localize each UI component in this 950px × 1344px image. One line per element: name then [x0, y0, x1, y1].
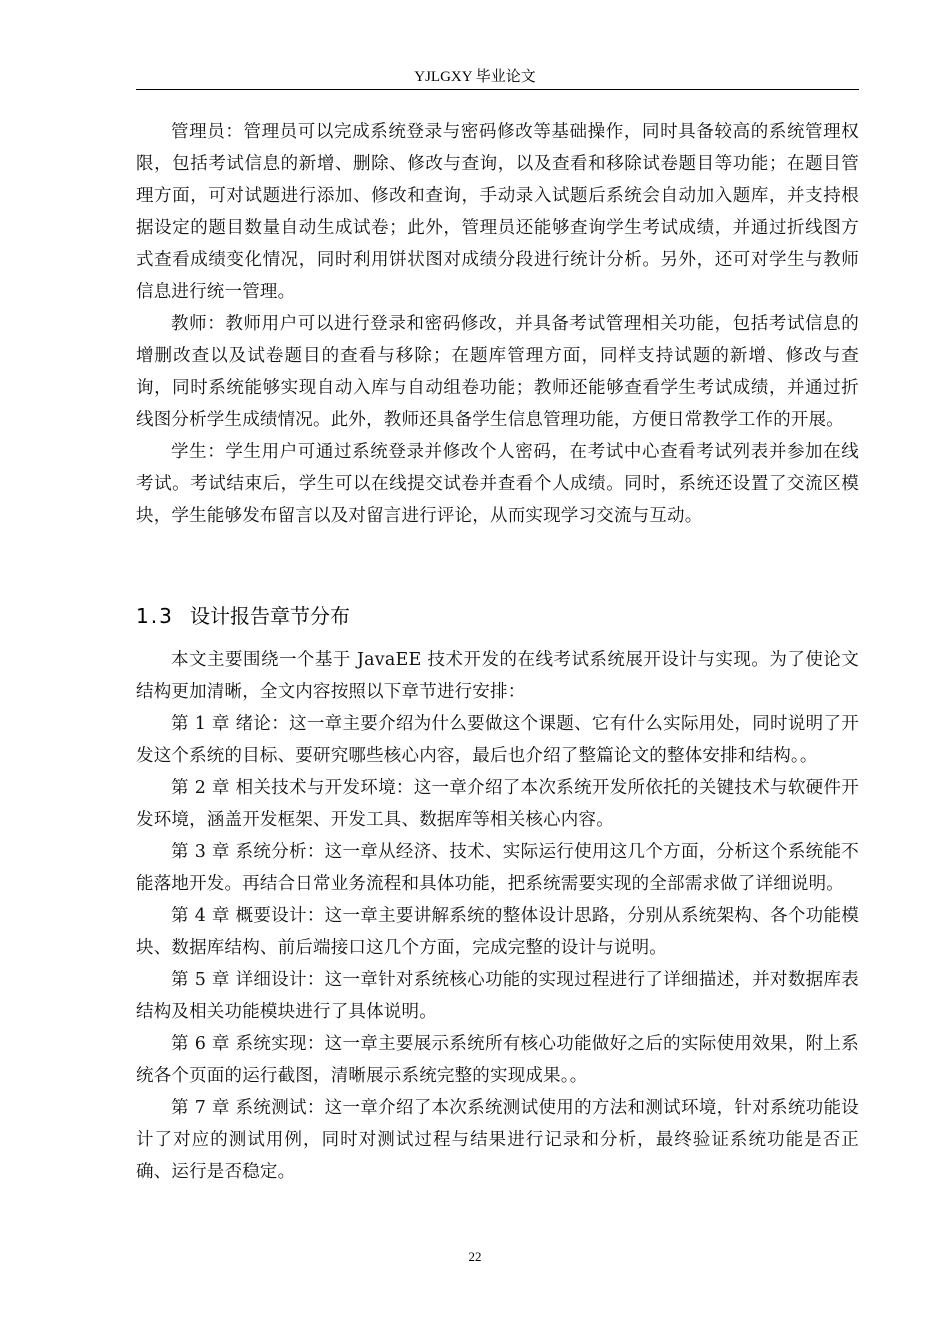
header-rule: [136, 89, 859, 90]
section-roles-body: [136, 116, 859, 532]
chapter-7-paragraph: 第 7 章 系统测试：这一章介绍了本次系统测试使用的方法和测试环境，针对系统功能设计了对应的测试用例，同时对测试过程与结果进行记录和分析，最终验证系统功能是否正确、运行是否稳定。: [136, 1098, 859, 1182]
admin-paragraph: 管理员：管理员可以完成系统登录与密码修改等基础操作，同时具备较高的系统管理权限，包括考试信息的新增、删除、修改与查询，以及查看和移除试卷题目等功能；在题目管理方面，可对试题进行添加、修改和查询，手动录入试题后系统会自动加入题库，并支持根据设定的题目数量自动生成试卷；此外，管理员还能够查询学生考试成绩，并通过折线图方式查看成绩变化情况，同时利用饼状图对成绩分段进行统计分析。另外，还可对学生与教师信息进行统一管理。: [136, 122, 859, 302]
chapter-3-paragraph: 第 3 章 系统分析：这一章从经济、技术、实际运行使用这几个方面，分析这个系统能不能落地开发。再结合日常业务流程和具体功能，把系统需要实现的全部需求做了详细说明。: [136, 842, 859, 894]
intro-paragraph: 本文主要围绕一个基于 JavaEE 技术开发的在线考试系统展开设计与实现。为了使论文结构更加清晰，全文内容按照以下章节进行安排：: [136, 650, 859, 702]
chapter-4-paragraph: 第 4 章 概要设计：这一章主要讲解系统的整体设计思路，分别从系统架构、各个功能模块、数据库结构、前后端接口这几个方面，完成完整的设计与说明。: [136, 906, 859, 958]
section-number: 1.3: [136, 604, 174, 628]
section-chapters-body: [136, 644, 859, 1188]
chapter-6-paragraph: 第 6 章 系统实现：这一章主要展示系统所有核心功能做好之后的实际使用效果，附上系统各个页面的运行截图，清晰展示系统完整的实现成果。。: [136, 1034, 859, 1086]
student-paragraph: 学生：学生用户可通过系统登录并修改个人密码，在考试中心查看考试列表并参加在线考试。考试结束后，学生可以在线提交试卷并查看个人成绩。同时，系统还设置了交流区模块，学生能够发布留言以及对留言进行评论，从而实现学习交流与互动。: [136, 442, 859, 526]
page-number: 22: [468, 1249, 482, 1264]
running-header: YJLGXY 毕业论文: [414, 69, 536, 85]
teacher-paragraph: 教师：教师用户可以进行登录和密码修改，并具备考试管理相关功能，包括考试信息的增删改查以及试卷题目的查看与移除；在题库管理方面，同样支持试题的新增、修改与查询，同时系统能够实现自动入库与自动组卷功能；教师还能够查看学生考试成绩，并通过折线图分析学生成绩情况。此外，教师还具备学生信息管理功能，方便日常教学工作的开展。: [136, 314, 859, 430]
section-heading: [136, 601, 859, 631]
section-title: 设计报告章节分布: [190, 604, 350, 628]
chapter-5-paragraph: 第 5 章 详细设计：这一章针对系统核心功能的实现过程进行了详细描述，并对数据库表结构及相关功能模块进行了具体说明。: [136, 970, 859, 1022]
chapter-2-paragraph: 第 2 章 相关技术与开发环境：这一章介绍了本次系统开发所依托的关键技术与软硬件开发环境，涵盖开发框架、开发工具、数据库等相关核心内容。: [136, 778, 859, 830]
chapter-1-paragraph: 第 1 章 绪论：这一章主要介绍为什么要做这个课题、它有什么实际用处，同时说明了开发这个系统的目标、要研究哪些核心内容，最后也介绍了整篇论文的整体安排和结构。。: [136, 714, 859, 766]
